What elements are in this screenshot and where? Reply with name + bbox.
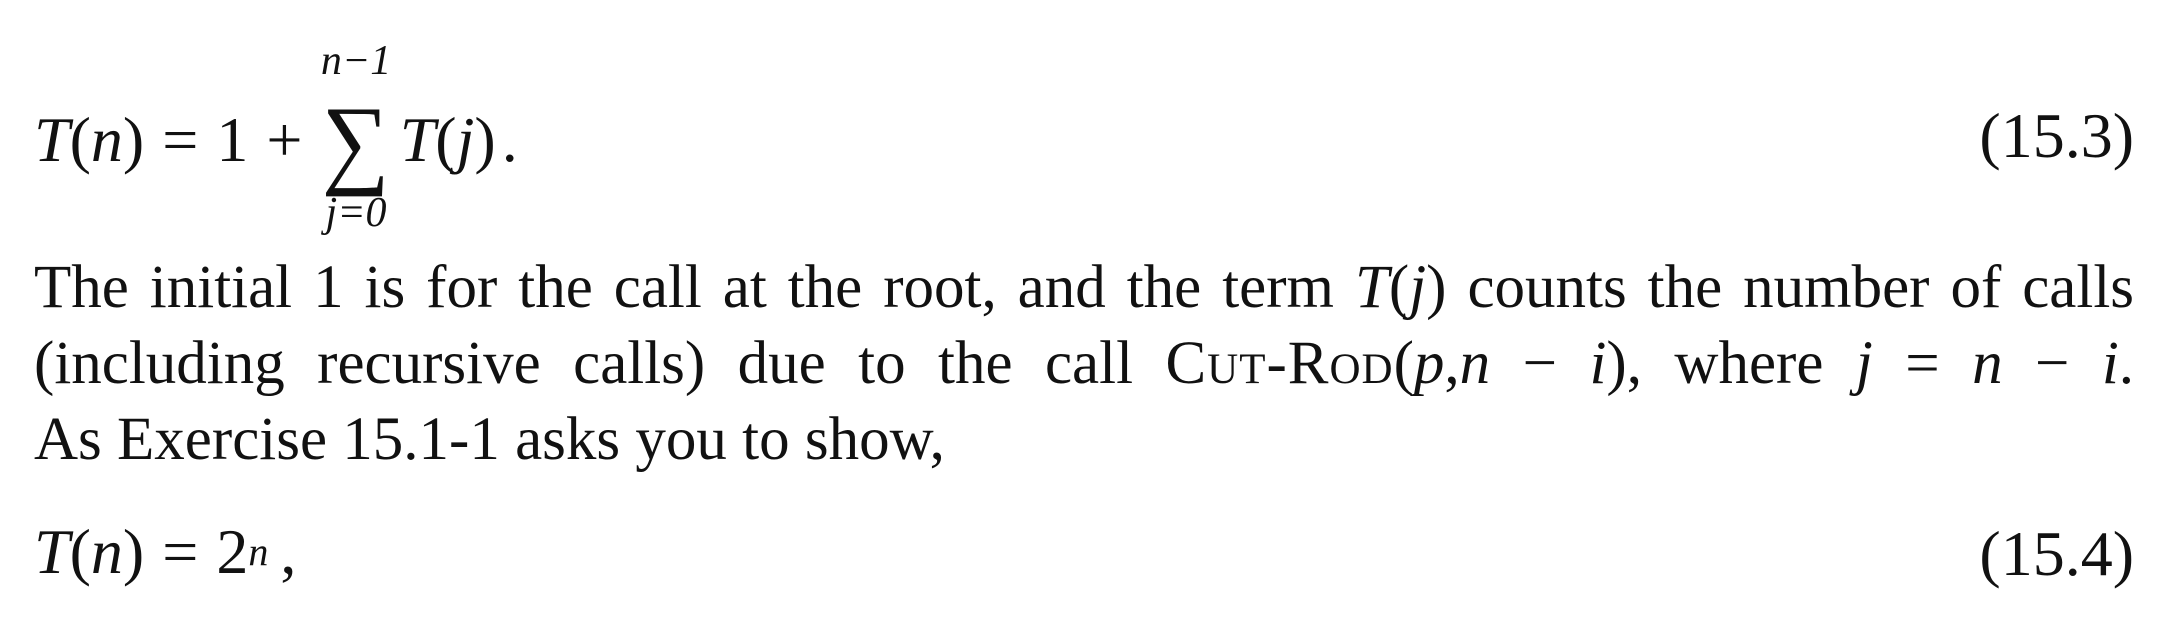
arg-p: p: [1413, 330, 1445, 397]
summation-upper-limit: n−1: [320, 38, 392, 84]
lhs-function: T: [34, 516, 70, 587]
paren-close: ): [122, 104, 145, 175]
term-t: T: [1354, 254, 1389, 321]
term-argument: j: [456, 104, 475, 175]
term-j: j: [1409, 254, 1427, 321]
lhs-argument: n: [90, 516, 123, 587]
paragraph-line-1: The initial 1 is for the call at the root, and the term T(j) counts the number of calls: [34, 254, 2135, 321]
summation: [320, 38, 392, 236]
var-j: j: [1855, 330, 1873, 397]
paragraph-line-3: As Exercise 15.1-1 asks you to show,: [34, 406, 945, 473]
equation-number: (15.3): [1979, 100, 2134, 171]
terminator: ,: [280, 516, 297, 587]
paren-close: ): [474, 104, 496, 175]
equals-sign: =: [162, 104, 199, 175]
paren-open: (: [435, 104, 457, 175]
line1-text-b: counts the number of calls: [1467, 254, 2135, 321]
paragraph-line-2: (including recursive calls) due to the call Cut-Rod(p,n − i), where j = n − i.: [34, 330, 2135, 397]
equation-15-3: [34, 38, 2134, 236]
power-base: 2: [216, 516, 249, 587]
equation-15-4-body: [34, 516, 297, 587]
where-text: , where: [1626, 330, 1824, 397]
lhs-argument: n: [90, 104, 123, 175]
lhs-function: T: [34, 104, 70, 175]
line2-text-a: (including recursive calls) due to the call: [34, 330, 1134, 397]
var-i: i: [2101, 330, 2119, 397]
equation-15-4: [34, 518, 2134, 598]
paren-open: (: [69, 516, 91, 587]
arg-n: n: [1459, 330, 1491, 397]
constant-term: 1: [216, 104, 249, 175]
plus-sign: +: [266, 104, 303, 175]
line1-text-a: The initial 1 is for the call at the root, and the term: [34, 254, 1334, 321]
term-function: T: [399, 104, 436, 175]
sigma-symbol: ∑: [322, 86, 390, 197]
equation-15-3-body: [34, 38, 518, 236]
paren-close: ): [122, 516, 145, 587]
paren-open: (: [69, 104, 91, 175]
arg-i: i: [1589, 330, 1607, 397]
body-paragraph: [34, 250, 2134, 478]
summation-lower-limit: j=0: [325, 190, 387, 236]
var-n: n: [1972, 330, 2003, 397]
power-exponent: n: [248, 529, 269, 574]
equals-sign: =: [162, 516, 199, 587]
equation-number: (15.4): [1979, 518, 2134, 589]
terminator: .: [501, 104, 518, 175]
procedure-name: Cut-Rod: [1165, 330, 1394, 397]
